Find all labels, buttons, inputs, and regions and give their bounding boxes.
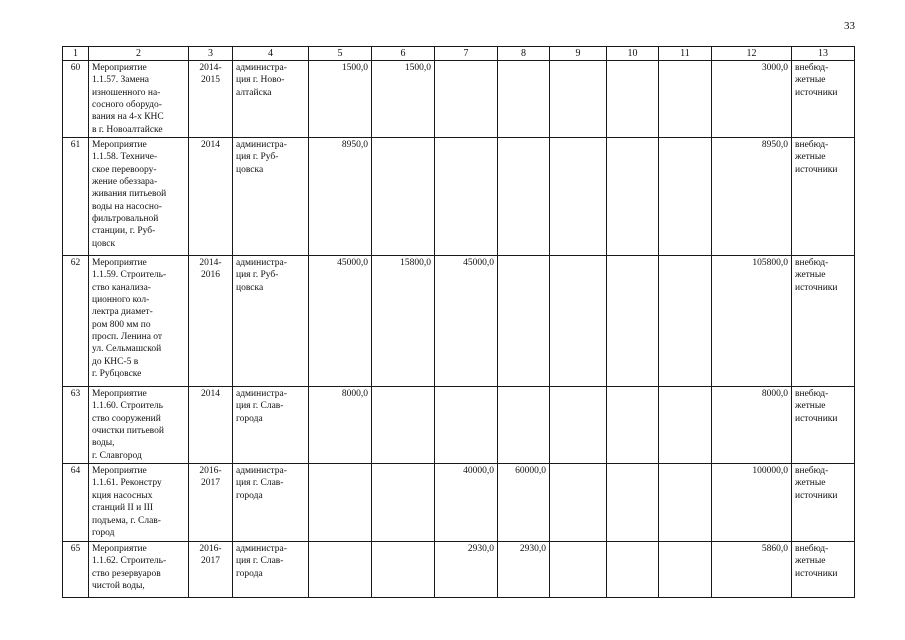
amount-cell-col9: [550, 464, 607, 542]
amount-cell-col5: [309, 61, 372, 138]
amount-cell-col8: [498, 542, 550, 598]
total-amount-cell: [712, 387, 792, 464]
total-amount-cell: [712, 138, 792, 256]
funding-source-cell-text: внебюд- жетные источники: [795, 544, 838, 579]
column-header: 6: [372, 47, 435, 61]
amount-cell-col9: [550, 542, 607, 598]
years-cell-text: 2016- 2017: [199, 544, 222, 567]
amount-cell-col5-text: 45000,0: [337, 258, 368, 269]
amount-cell-col7: [435, 464, 498, 542]
funding-source-cell: [792, 138, 855, 256]
table-row: [63, 464, 855, 542]
amount-cell-col5-text: 8950,0: [341, 140, 368, 151]
amount-cell-col10: [607, 542, 659, 598]
years-cell-text: 2016- 2017: [199, 466, 222, 489]
column-header: 13: [792, 47, 855, 61]
amount-cell-col5-text: 8000,0: [341, 389, 368, 400]
amount-cell-col5: [309, 387, 372, 464]
amount-cell-col8: [498, 138, 550, 256]
funding-source-cell-text: внебюд- жетные источники: [795, 466, 838, 501]
executor-cell: [233, 138, 309, 256]
amount-cell-col6: [372, 464, 435, 542]
table-row: [63, 542, 855, 598]
amount-cell-col5: [309, 542, 372, 598]
executor-cell-text: администра- ция г. Руб- цовска: [236, 140, 287, 175]
executor-cell-text: администра- ция г. Слав- города: [236, 544, 287, 579]
executor-cell-text: администра- ция г. Ново- алтайска: [236, 63, 287, 98]
amount-cell-col10: [607, 61, 659, 138]
amount-cell-col7-text: 2930,0: [467, 544, 494, 555]
amount-cell-col7-text: 40000,0: [463, 466, 494, 477]
funding-source-cell: [792, 256, 855, 387]
executor-cell: [233, 256, 309, 387]
measure-description-cell-text: Мероприятие 1.1.60. Строитель ство сооружений очистки питьевой воды, г. Славгород: [92, 389, 164, 461]
amount-cell-col7: [435, 387, 498, 464]
years-cell: [189, 138, 233, 256]
column-header: 12: [712, 47, 792, 61]
total-amount-cell: [712, 256, 792, 387]
years-cell: [189, 256, 233, 387]
table-row: [63, 387, 855, 464]
row-number-cell: [63, 387, 89, 464]
executor-cell-text: администра- ция г. Слав- города: [236, 466, 287, 501]
amount-cell-col10: [607, 256, 659, 387]
funding-source-cell-text: внебюд- жетные источники: [795, 389, 838, 424]
funding-source-cell: [792, 387, 855, 464]
measure-description-cell: [89, 61, 189, 138]
amount-cell-col8: [498, 464, 550, 542]
executor-cell: [233, 542, 309, 598]
executor-cell: [233, 61, 309, 138]
program-measures-table: [62, 46, 855, 598]
row-number-cell-text: 62: [70, 258, 81, 269]
total-amount-cell: [712, 61, 792, 138]
measure-description-cell-text: Мероприятие 1.1.58. Техниче- ское перевоору- жение обеззара- живания питьевой воды на насосно- фильтровальной станции, г. Руб- цовск: [92, 140, 167, 249]
total-amount-cell-text: 105800,0: [752, 258, 788, 269]
funding-source-cell: [792, 464, 855, 542]
executor-cell-text: администра- ция г. Руб- цовска: [236, 258, 287, 293]
amount-cell-col7: [435, 61, 498, 138]
measure-description-cell: [89, 387, 189, 464]
amount-cell-col6: [372, 61, 435, 138]
amount-cell-col8: [498, 256, 550, 387]
years-cell-text: 2014- 2015: [199, 63, 222, 86]
amount-cell-col11: [659, 138, 712, 256]
funding-source-cell: [792, 542, 855, 598]
executor-cell-text: администра- ция г. Слав- города: [236, 389, 287, 424]
measure-description-cell-text: Мероприятие 1.1.62. Строитель- ство резервуаров чистой воды,: [92, 544, 167, 592]
amount-cell-col6: [372, 387, 435, 464]
measure-description-cell: [89, 256, 189, 387]
total-amount-cell: [712, 542, 792, 598]
amount-cell-col8-text: 60000,0: [515, 466, 546, 477]
amount-cell-col8: [498, 387, 550, 464]
amount-cell-col11: [659, 464, 712, 542]
row-number-cell: [63, 138, 89, 256]
amount-cell-col7: [435, 542, 498, 598]
executor-cell: [233, 387, 309, 464]
executor-cell: [233, 464, 309, 542]
column-header: 4: [233, 47, 309, 61]
funding-source-cell-text: внебюд- жетные источники: [795, 140, 838, 175]
amount-cell-col6: [372, 256, 435, 387]
measure-description-cell: [89, 464, 189, 542]
amount-cell-col5: [309, 464, 372, 542]
years-cell: [189, 387, 233, 464]
amount-cell-col8: [498, 61, 550, 138]
amount-cell-col6: [372, 542, 435, 598]
total-amount-cell: [712, 464, 792, 542]
years-cell-text: 2014: [201, 389, 220, 400]
row-number-cell: [63, 464, 89, 542]
amount-cell-col7-text: 45000,0: [463, 258, 494, 269]
amount-cell-col11: [659, 61, 712, 138]
row-number-cell-text: 60: [70, 63, 81, 73]
column-header: 10: [607, 47, 659, 61]
amount-cell-col7: [435, 256, 498, 387]
column-header: 9: [550, 47, 607, 61]
measure-description-cell-text: Мероприятие 1.1.59. Строитель- ство канализа- ционного кол- лектра диамет- ром 800 мм по просп. Ленина от ул. Сельмашской до КНС-5 в г. Рубцовске: [92, 258, 167, 380]
amount-cell-col11: [659, 542, 712, 598]
years-cell: [189, 61, 233, 138]
amount-cell-col9: [550, 387, 607, 464]
column-header: 5: [309, 47, 372, 61]
amount-cell-col5: [309, 138, 372, 256]
amount-cell-col9: [550, 61, 607, 138]
measure-description-cell-text: Мероприятие 1.1.61. Реконстру кция насосных станций II и III подъема, г. Слав- город: [92, 466, 162, 538]
amount-cell-col10: [607, 464, 659, 542]
amount-cell-col5: [309, 256, 372, 387]
years-cell-text: 2014: [201, 140, 220, 151]
funding-source-cell-text: внебюд- жетные источники: [795, 258, 838, 293]
column-header: 3: [189, 47, 233, 61]
row-number-cell: [63, 542, 89, 598]
amount-cell-col6-text: 1500,0: [404, 63, 431, 73]
amount-cell-col11: [659, 256, 712, 387]
amount-cell-col6: [372, 138, 435, 256]
table-row: [63, 256, 855, 387]
column-header: 8: [498, 47, 550, 61]
row-number-cell-text: 63: [70, 389, 81, 400]
table-row: [63, 61, 855, 138]
table-row: [63, 138, 855, 256]
row-number-cell-text: 64: [70, 466, 81, 477]
row-number-cell: [63, 61, 89, 138]
measure-description-cell-text: Мероприятие 1.1.57. Замена изношенного на- сосного оборудо- вания на 4-х КНС в г. Новоалтайске: [92, 63, 164, 135]
row-number-cell-text: 61: [70, 140, 81, 151]
amount-cell-col10: [607, 387, 659, 464]
total-amount-cell-text: 8950,0: [761, 140, 788, 151]
amount-cell-col6-text: 15800,0: [400, 258, 431, 269]
total-amount-cell-text: 100000,0: [752, 466, 788, 477]
funding-source-cell: [792, 61, 855, 138]
amount-cell-col5-text: 1500,0: [341, 63, 368, 73]
column-number-row: [63, 47, 855, 61]
amount-cell-col9: [550, 138, 607, 256]
page-number: 33: [844, 20, 855, 32]
row-number-cell-text: 65: [70, 544, 81, 555]
amount-cell-col9: [550, 256, 607, 387]
amount-cell-col11: [659, 387, 712, 464]
column-header: 1: [63, 47, 89, 61]
total-amount-cell-text: 8000,0: [761, 389, 788, 400]
amount-cell-col10: [607, 138, 659, 256]
column-header: 11: [659, 47, 712, 61]
measure-description-cell: [89, 542, 189, 598]
total-amount-cell-text: 5860,0: [761, 544, 788, 555]
column-header: 2: [89, 47, 189, 61]
total-amount-cell-text: 3000,0: [761, 63, 788, 73]
row-number-cell: [63, 256, 89, 387]
amount-cell-col7: [435, 138, 498, 256]
funding-source-cell-text: внебюд- жетные источники: [795, 63, 838, 98]
years-cell: [189, 464, 233, 542]
column-header: 7: [435, 47, 498, 61]
amount-cell-col8-text: 2930,0: [519, 544, 546, 555]
years-cell: [189, 542, 233, 598]
measure-description-cell: [89, 138, 189, 256]
years-cell-text: 2014- 2016: [199, 258, 222, 281]
